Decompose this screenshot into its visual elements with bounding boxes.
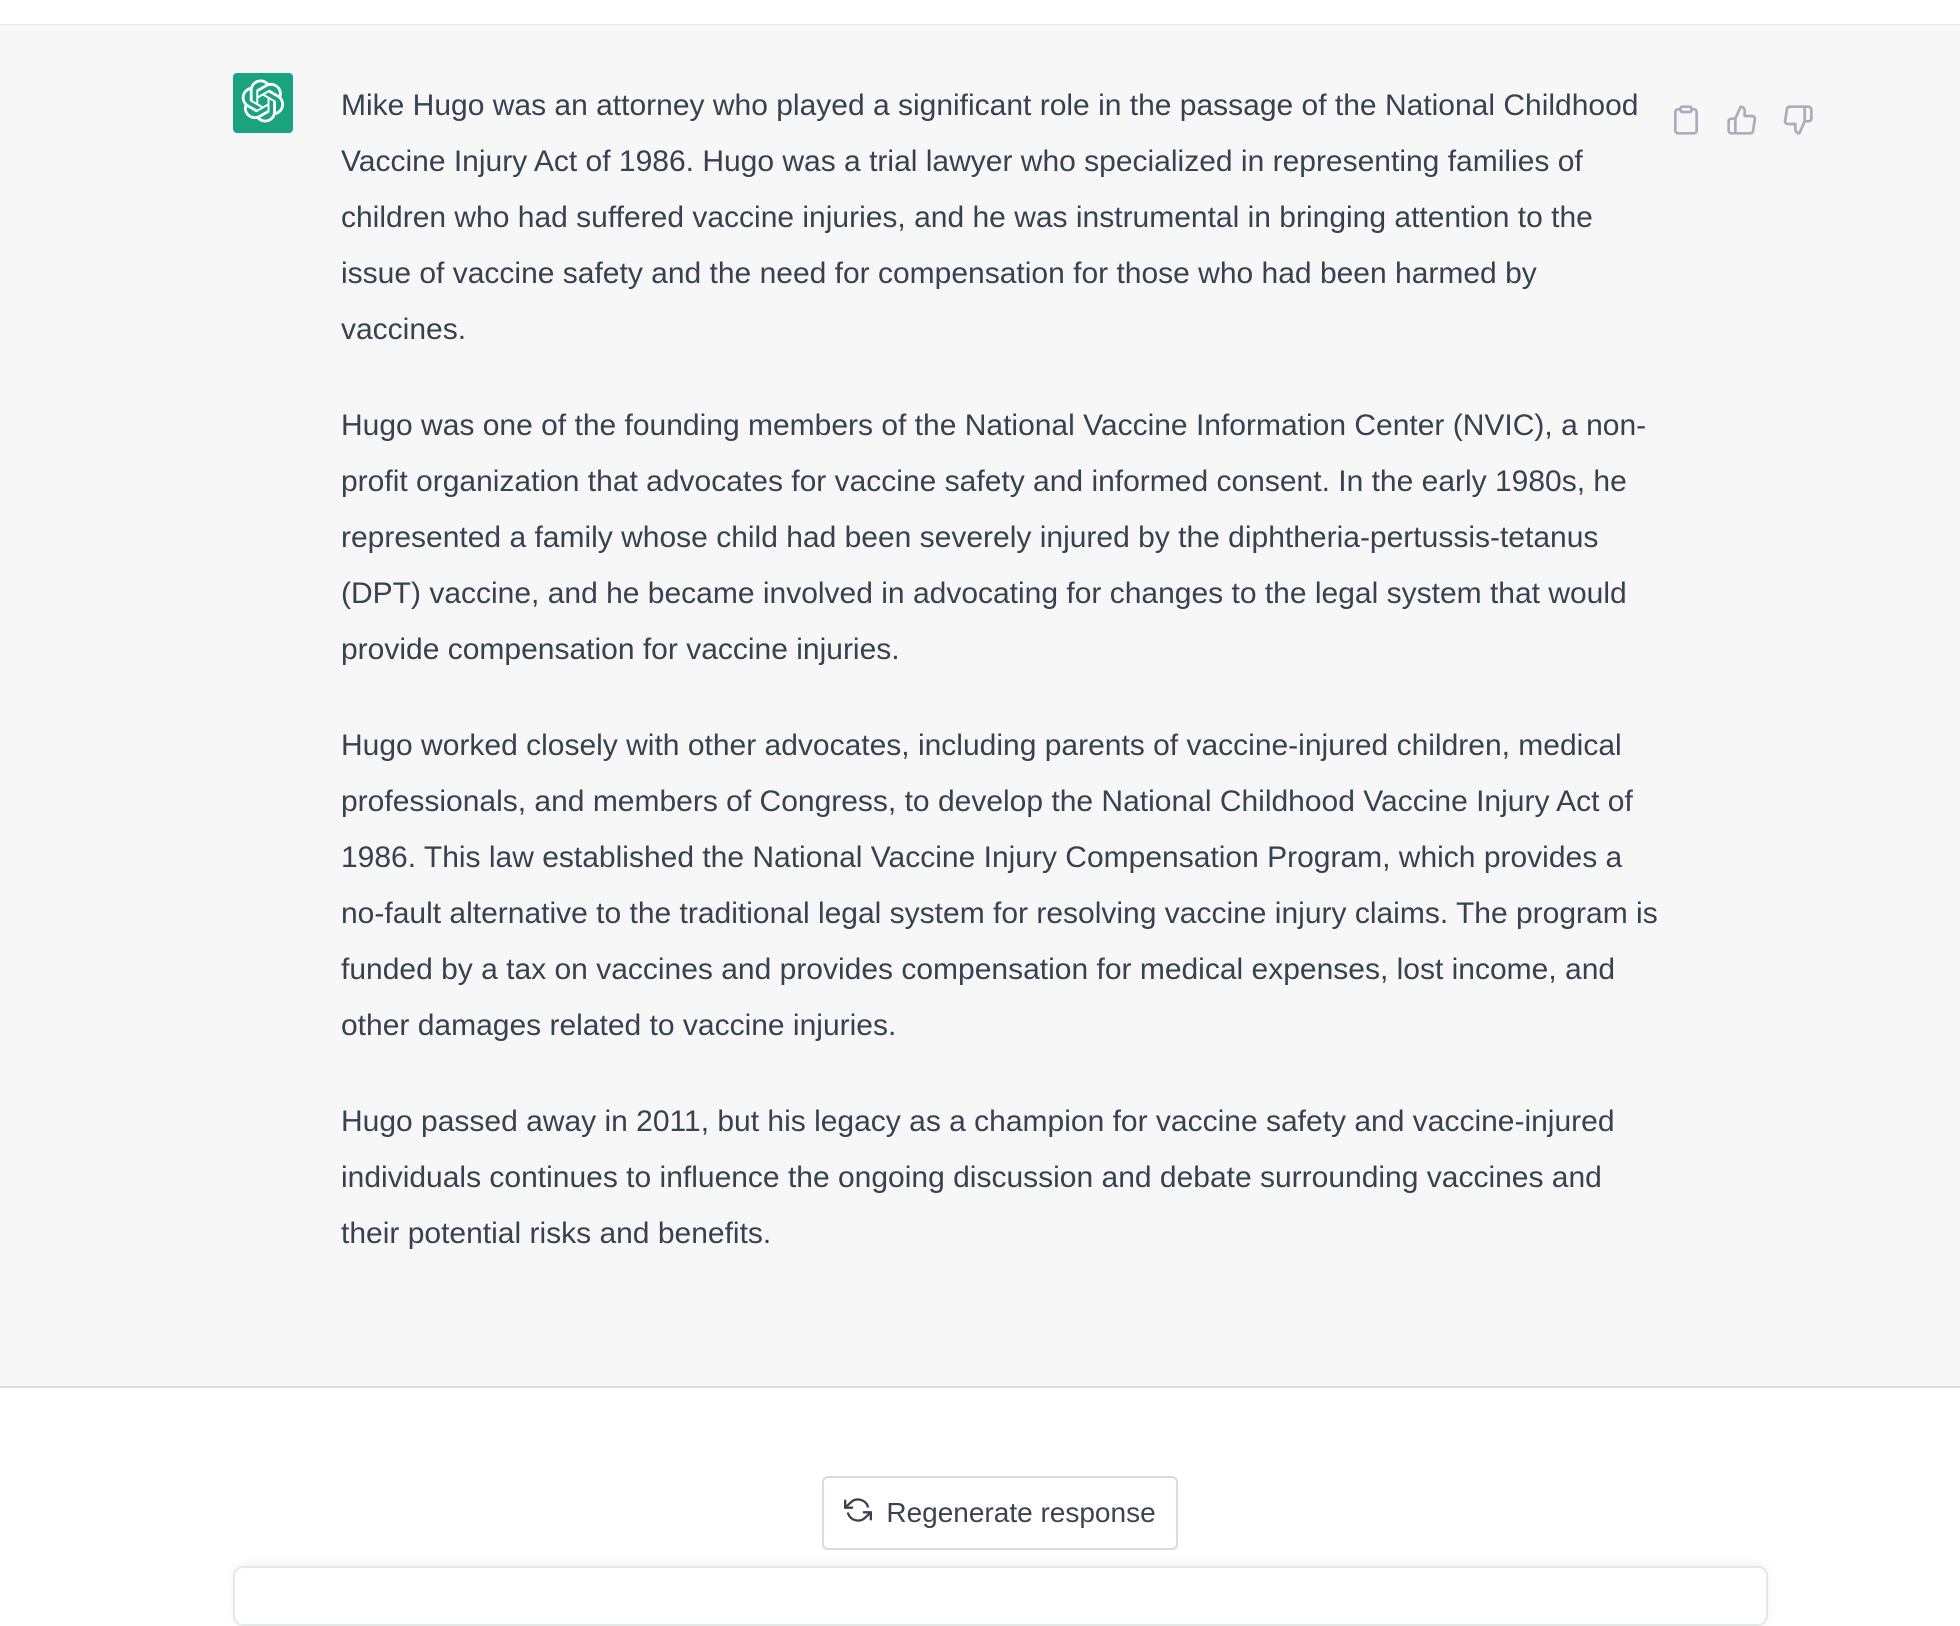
top-bar — [0, 0, 1960, 26]
message-paragraph: Hugo worked closely with other advocates, including parents of vaccine-injured children, medical professionals, and members of Congress, to develop the National Childhood Vaccine Injury Act of 1986. This law established the National Vaccine Injury Compensation Program, which provides a no-fault alternative to the traditional legal system for resolving vaccine injury claims. The program is funded by a tax on vaccines and provides compensation for medical expenses, lost income, and other damages related to vaccine injuries. — [341, 729, 1658, 1042]
assistant-message — [0, 25, 1960, 1388]
thumbs-down-button[interactable] — [1780, 104, 1816, 140]
message-actions — [1668, 104, 1816, 140]
thumbs-up-button[interactable] — [1724, 104, 1760, 140]
copy-button[interactable] — [1668, 104, 1704, 140]
message-paragraph: Hugo was one of the founding members of the National Vaccine Information Center (NVIC), a non-profit organization that advocates for vaccine safety and informed consent. In the early 1980s, he represented a family whose child had been severely injured by the diphtheria-pertussis-tetanus (DPT) vaccine, and he became involved in advocating for changes to the legal system that would provide compensation for vaccine injuries. — [341, 409, 1647, 666]
message-composer[interactable] — [233, 1566, 1768, 1626]
thumbs-down-icon — [1782, 104, 1814, 141]
regenerate-label: Regenerate response — [886, 1497, 1156, 1528]
message-content — [341, 78, 1659, 1302]
regenerate-response-button[interactable] — [822, 1476, 1178, 1550]
clipboard-icon — [1670, 104, 1702, 141]
assistant-avatar — [233, 73, 293, 133]
thumbs-up-icon — [1726, 104, 1758, 141]
refresh-icon — [844, 1496, 872, 1531]
message-paragraph: Mike Hugo was an attorney who played a significant role in the passage of the National Childhood Vaccine Injury Act of 1986. Hugo was a trial lawyer who specialized in representing families of children who had suffered vaccine injuries, and he was instrumental in bringing attention to the issue of vaccine safety and the need for compensation for those who had been harmed by vaccines. — [341, 89, 1639, 346]
openai-logo-icon — [241, 79, 285, 128]
message-paragraph: Hugo passed away in 2011, but his legacy as a champion for vaccine safety and vaccine-injured individuals continues to influence the ongoing discussion and debate surrounding vaccines and their potential risks and benefits. — [341, 1105, 1615, 1250]
